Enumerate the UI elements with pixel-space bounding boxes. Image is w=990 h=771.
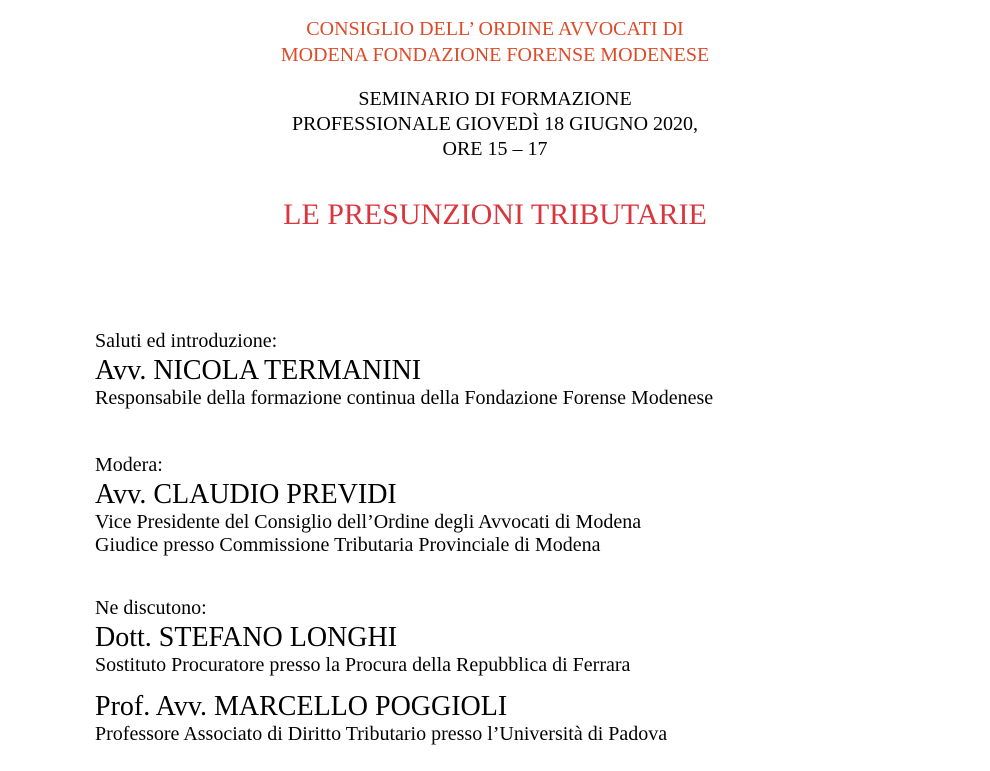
section-role-label: Saluti ed introduzione: [95,330,278,352]
speaker-name: Avv. NICOLA TERMANINI [95,355,422,386]
speaker-section-discussant-2 [95,690,950,746]
section-role-label: Modera: [95,454,163,476]
organization-header [0,16,990,68]
speaker-section-introduction [95,328,950,410]
event-title: LE PRESUNZIONI TRIBUTARIE [283,198,707,231]
speaker-section-discussant-1 [95,595,950,677]
organization-line-2: MODENA FONDAZIONE FORENSE MODENESE [280,44,710,66]
speaker-section-moderator [95,452,950,557]
seminar-line-1: SEMINARIO DI FORMAZIONE [358,88,632,110]
seminar-line-3: ORE 15 – 17 [442,138,548,160]
speaker-description: Vice Presidente del Consiglio dell’Ordine degli Avvocati di Modena [95,511,642,533]
speaker-description: Responsabile della formazione continua della Fondazione Forense Modenese [95,387,714,409]
speaker-name: Prof. Avv. MARCELLO POGGIOLI [95,691,508,722]
seminar-line-2: PROFESSIONALE GIOVEDÌ 18 GIUGNO 2020, [291,113,699,135]
speaker-name: Dott. STEFANO LONGHI [95,622,398,653]
speaker-description: Giudice presso Commissione Tributaria Provinciale di Modena [95,534,601,556]
speaker-description: Professore Associato di Diritto Tributario presso l’Università di Padova [95,723,668,745]
organization-line-1: CONSIGLIO DELL’ ORDINE AVVOCATI DI [306,18,684,40]
speaker-description: Sostituto Procuratore presso la Procura della Repubblica di Ferrara [95,654,631,676]
section-role-label: Ne discutono: [95,597,207,619]
speaker-name: Avv. CLAUDIO PREVIDI [95,479,397,510]
seminar-info [0,87,990,162]
